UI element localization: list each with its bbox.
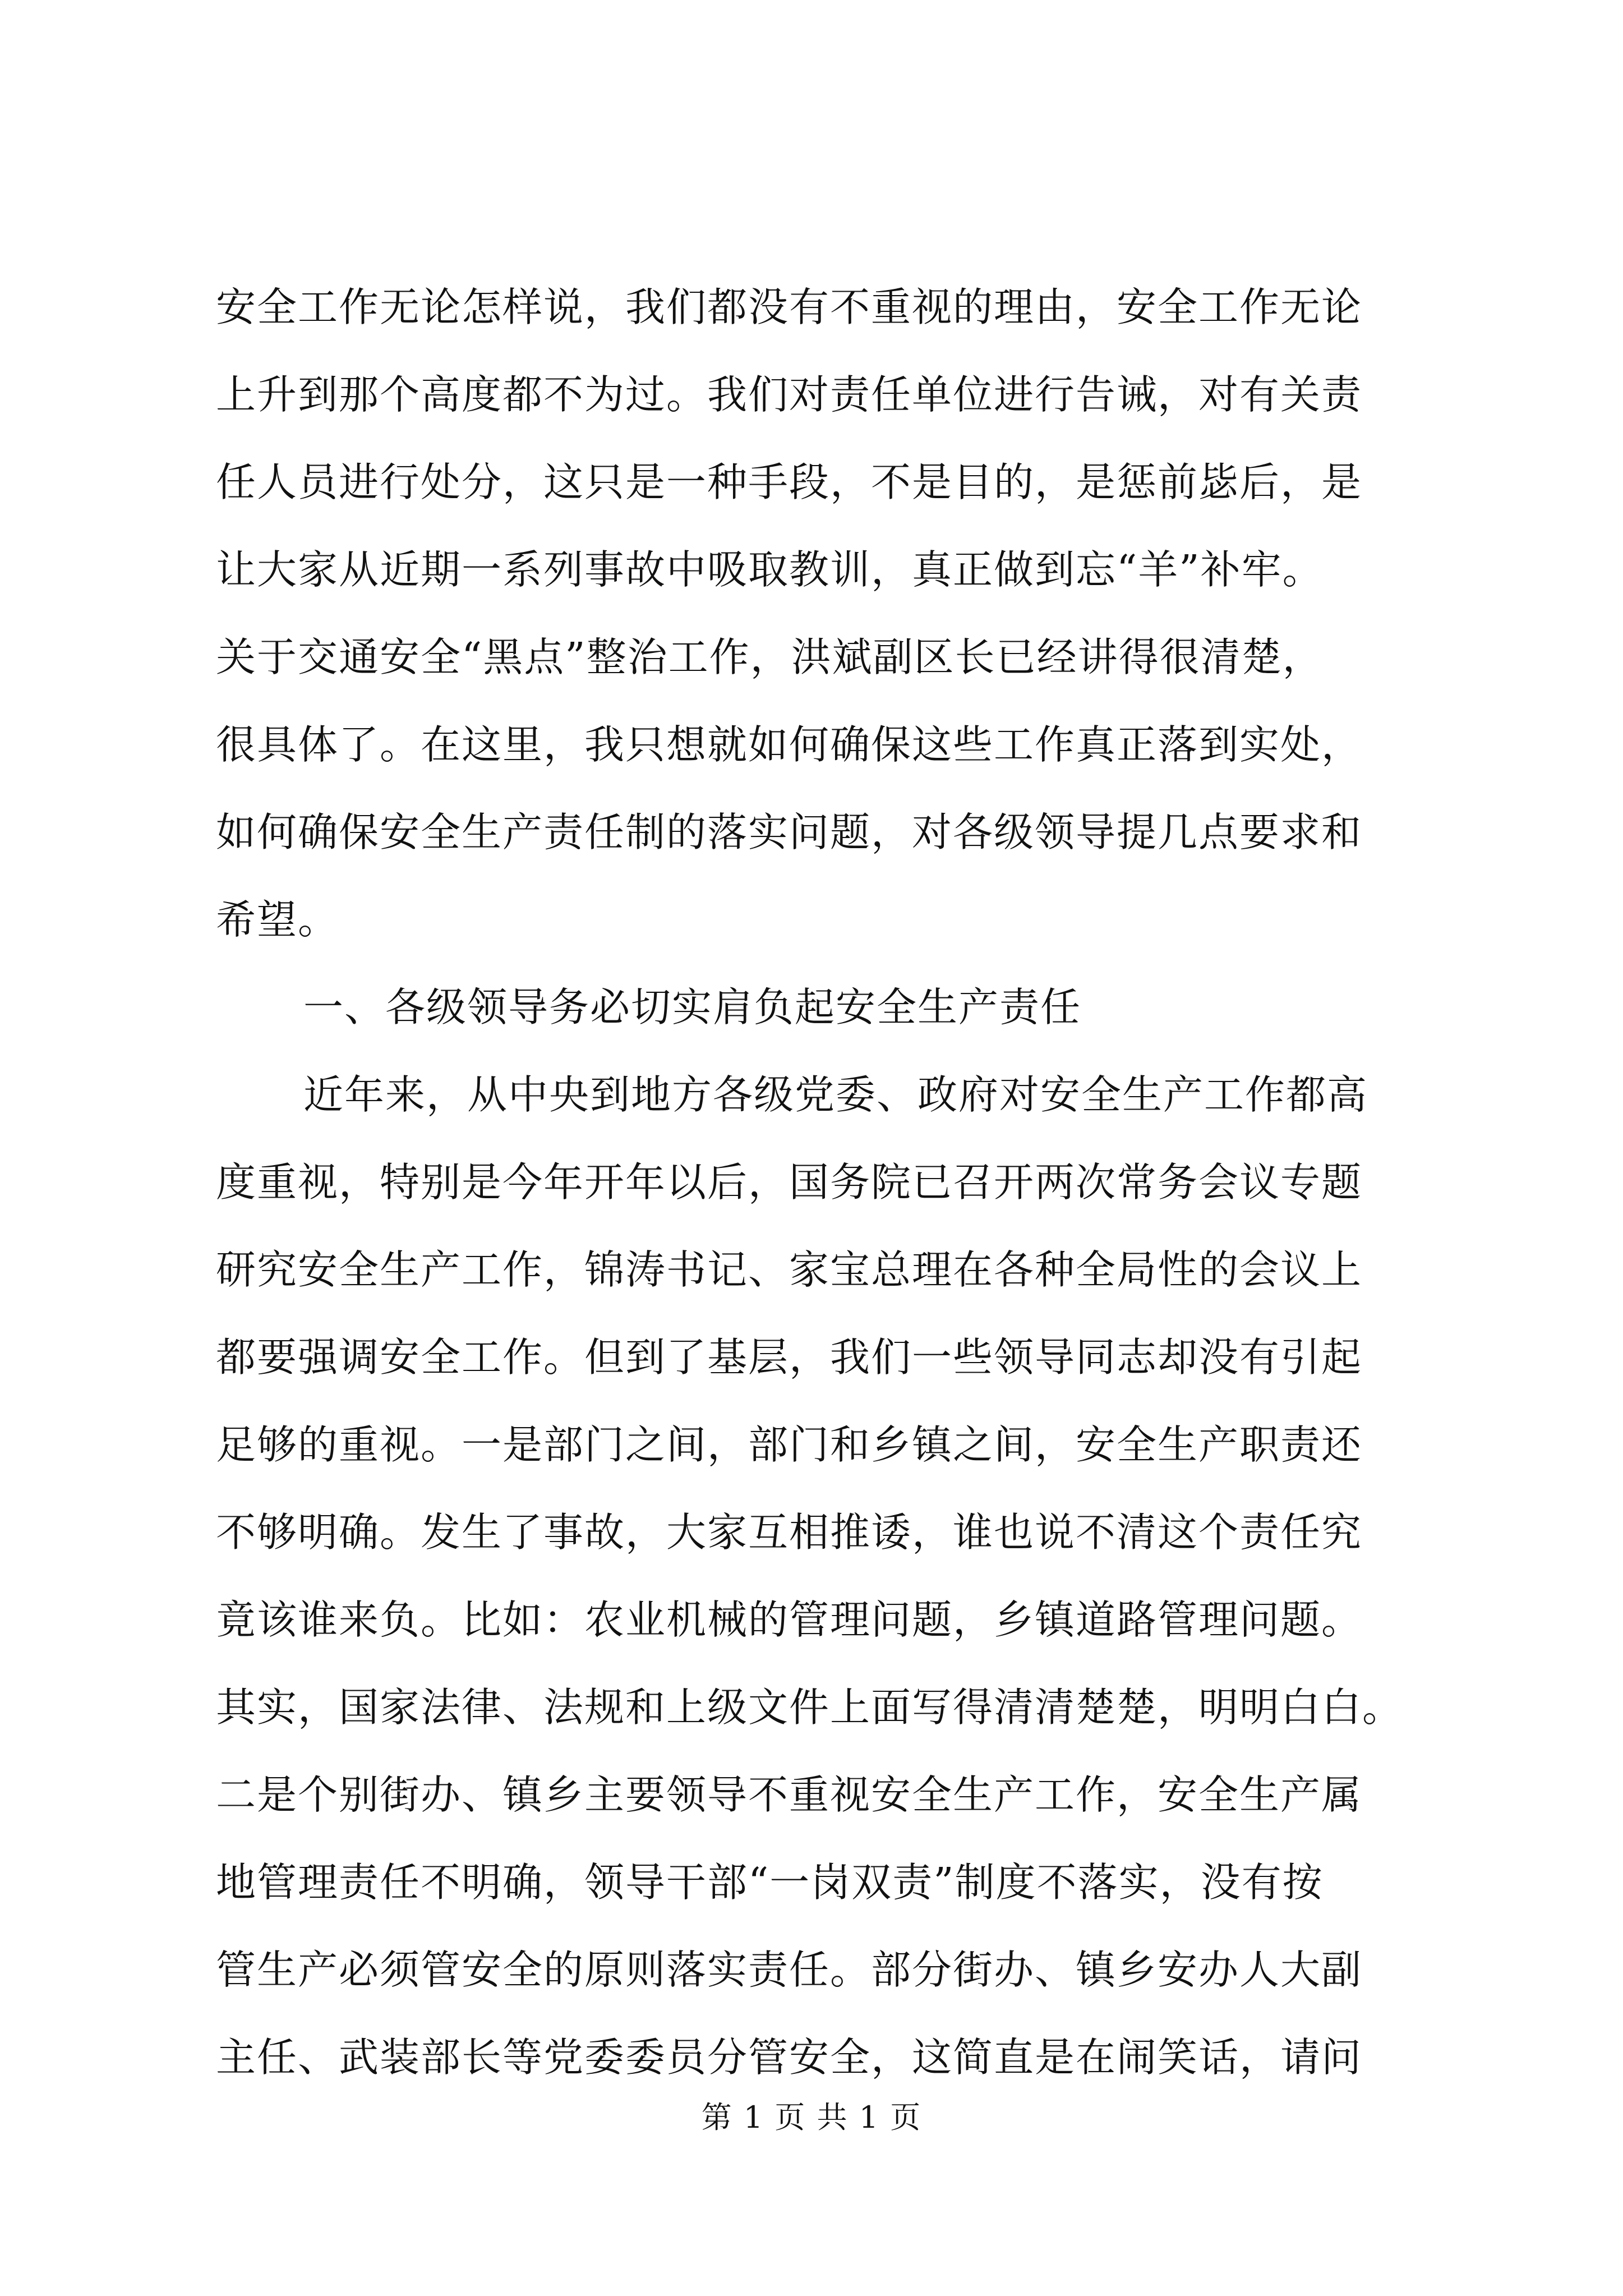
text-line: 关于交通安全“黑点”整治工作，洪斌副区长已经讲得很清楚， — [216, 634, 1324, 680]
text-line: 上升到那个高度都不为过。我们对责任单位进行告诫，对有关责 — [216, 371, 1363, 418]
text-line: 研究安全生产工作，锦涛书记、家宝总理在各种全局性的会议上 — [216, 1246, 1363, 1293]
page-number-footer: 第 1 页 共 1 页 — [701, 2100, 922, 2135]
text-line: 管生产必须管安全的原则落实责任。部分街办、镇乡安办人大副 — [216, 1947, 1363, 1993]
text-line: 安全工作无论怎样说，我们都没有不重视的理由，安全工作无论 — [216, 284, 1363, 330]
section-heading: 一、各级领导务必切实肩负起安全生产责任 — [303, 984, 1082, 1030]
text-line: 不够明确。发生了事故，大家互相推诿，谁也说不清这个责任究 — [216, 1509, 1363, 1556]
text-line: 让大家从近期一系列事故中吸取教训，真正做到忘“羊”补牢。 — [216, 546, 1324, 593]
text-line: 主任、武装部长等党委委员分管安全，这简直是在闹笑话，请问 — [216, 2034, 1363, 2081]
text-line: 都要强调安全工作。但到了基层，我们一些领导同志却没有引起 — [216, 1334, 1363, 1381]
text-line: 地管理责任不明确，领导干部“一岗双责”制度不落实，没有按 — [216, 1859, 1324, 1906]
text-line: 近年来，从中央到地方各级党委、政府对安全生产工作都高 — [303, 1071, 1368, 1118]
text-line: 足够的重视。一是部门之间，部门和乡镇之间，安全生产职责还 — [216, 1421, 1363, 1468]
text-line: 二是个别街办、镇乡主要领导不重视安全生产工作，安全生产属 — [216, 1772, 1363, 1818]
text-line: 任人员进行处分，这只是一种手段，不是目的，是惩前毖后，是 — [216, 459, 1363, 505]
text-line: 希望。 — [216, 896, 339, 943]
text-line: 如何确保安全生产责任制的落实问题，对各级领导提几点要求和 — [216, 809, 1363, 855]
text-line: 度重视，特别是今年开年以后，国务院已召开两次常务会议专题 — [216, 1159, 1363, 1205]
body-text — [216, 264, 1427, 2101]
text-line: 其实，国家法律、法规和上级文件上面写得清清楚楚，明明白白。 — [216, 1684, 1404, 1731]
text-line: 竟该谁来负。比如：农业机械的管理问题，乡镇道路管理问题。 — [216, 1596, 1363, 1643]
text-line: 很具体了。在这里，我只想就如何确保这些工作真正落到实处， — [216, 721, 1363, 768]
